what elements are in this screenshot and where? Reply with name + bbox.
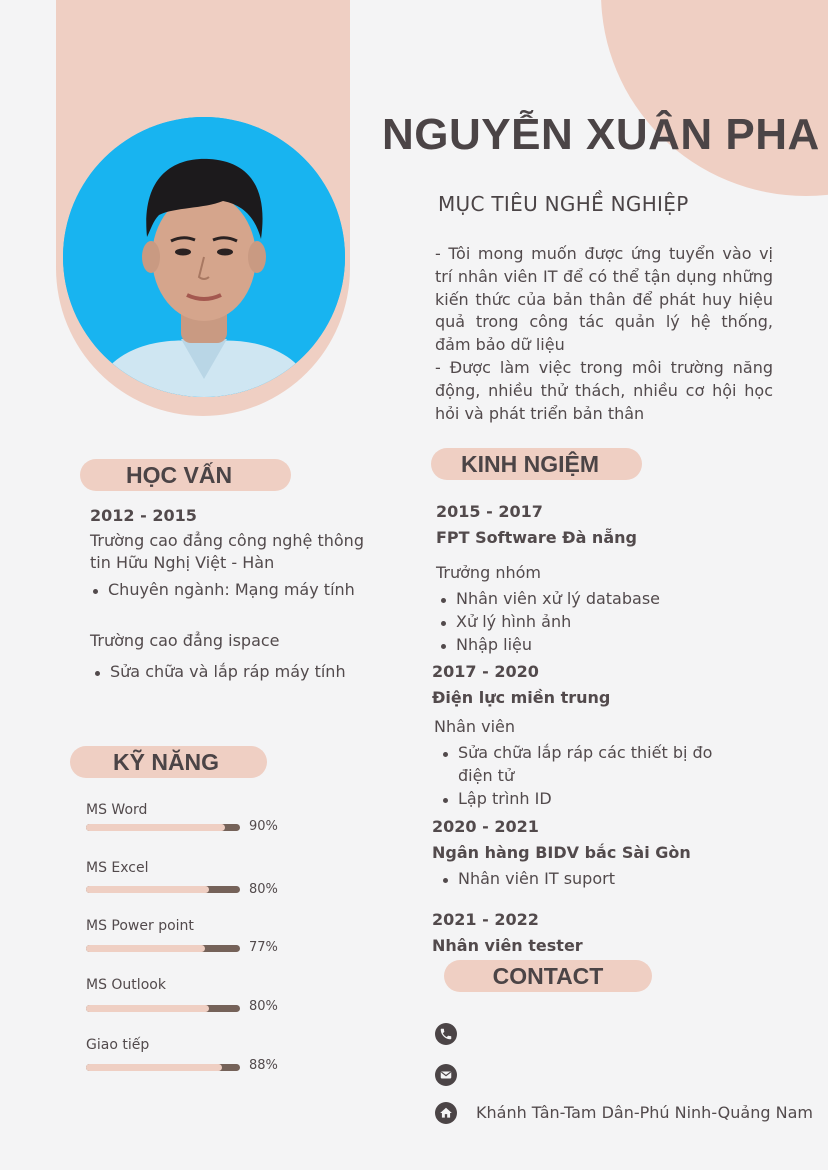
phone-icon bbox=[435, 1023, 457, 1045]
job1-bullet-2: Xử lý hình ảnh bbox=[456, 612, 572, 631]
skill-name-excel: MS Excel bbox=[86, 860, 149, 876]
job2-bullet-1-line2: điện tử bbox=[458, 766, 515, 785]
education-years: 2012 - 2015 bbox=[90, 506, 197, 525]
job1-role: Trưởng nhóm bbox=[436, 563, 541, 582]
job3-company: Ngân hàng BIDV bắc Sài Gòn bbox=[432, 843, 691, 862]
skill-percent-communication: 88% bbox=[249, 1058, 278, 1073]
skill-bar-outlook bbox=[86, 1005, 240, 1012]
skill-name-outlook: MS Outlook bbox=[86, 977, 166, 993]
education-school1-bullet: Chuyên ngành: Mạng máy tính bbox=[108, 580, 355, 599]
contact-heading: CONTACT bbox=[444, 960, 652, 992]
skills-heading: KỸ NĂNG bbox=[70, 746, 267, 778]
skill-bar-fill bbox=[86, 1064, 222, 1071]
job2-bullet-2: Lập trình ID bbox=[458, 789, 552, 808]
job2-bullet-1-line1: Sửa chữa lắp ráp các thiết bị đo bbox=[458, 743, 713, 762]
skill-percent-powerpoint: 77% bbox=[249, 940, 278, 955]
mail-icon bbox=[435, 1064, 457, 1086]
profile-photo bbox=[63, 117, 345, 397]
skill-bar-fill bbox=[86, 945, 205, 952]
job4-years: 2021 - 2022 bbox=[432, 910, 539, 929]
job1-years: 2015 - 2017 bbox=[436, 502, 543, 521]
job3-bullet: Nhân viên IT suport bbox=[458, 869, 615, 888]
skill-name-communication: Giao tiếp bbox=[86, 1037, 150, 1053]
job3-years: 2020 - 2021 bbox=[432, 817, 539, 836]
job4-company: Nhân viên tester bbox=[432, 936, 583, 955]
education-school1-line1: Trường cao đẳng công nghệ thông bbox=[90, 531, 364, 550]
education-heading: HỌC VẤN bbox=[80, 459, 291, 491]
skill-bar-fill bbox=[86, 1005, 209, 1012]
skill-bar-excel bbox=[86, 886, 240, 893]
objective-paragraph-1: - Tôi mong muốn được ứng tuyển vào vị trí nhân viên IT để có thể tận dụng những kiến thức của bản thân để phát huy hiệu quả trong công tác quản lý hệ thống, đảm bảo dữ liệu bbox=[435, 244, 773, 355]
job1-bullet-1: Nhân viên xử lý database bbox=[456, 589, 660, 608]
contact-address: Khánh Tân-Tam Dân-Phú Ninh-Quảng Nam bbox=[476, 1103, 813, 1122]
skill-name-word: MS Word bbox=[86, 802, 148, 818]
skill-bar-fill bbox=[86, 824, 225, 831]
skill-percent-word: 90% bbox=[249, 819, 278, 834]
education-school2: Trường cao đẳng ispace bbox=[90, 631, 280, 650]
skill-bar-fill bbox=[86, 886, 209, 893]
job1-bullet-3: Nhập liệu bbox=[456, 635, 533, 654]
skill-bar-powerpoint bbox=[86, 945, 240, 952]
portrait-illustration bbox=[63, 117, 345, 397]
skill-bar-word bbox=[86, 824, 240, 831]
education-school1-line2: tin Hữu Nghị Việt - Hàn bbox=[90, 553, 275, 572]
objective-heading: MỤC TIÊU NGHỀ NGHIỆP bbox=[438, 192, 689, 216]
person-name: NGUYỄN XUÂN PHA bbox=[382, 110, 820, 159]
experience-heading: KINH NGIỆM bbox=[431, 448, 642, 480]
job2-role: Nhân viên bbox=[434, 717, 516, 736]
job2-years: 2017 - 2020 bbox=[432, 662, 539, 681]
job2-company: Điện lực miền trung bbox=[432, 688, 611, 707]
objective-text bbox=[435, 243, 773, 425]
skill-percent-excel: 80% bbox=[249, 882, 278, 897]
corner-decor-circle bbox=[601, 0, 828, 196]
skill-bar-communication bbox=[86, 1064, 240, 1071]
skill-name-powerpoint: MS Power point bbox=[86, 918, 194, 934]
objective-paragraph-2: - Được làm việc trong môi trường năng động, nhiều thử thách, nhiều cơ hội học hỏi và phát triển bản thân bbox=[435, 357, 773, 423]
home-icon bbox=[435, 1102, 457, 1124]
education-school2-bullet: Sửa chữa và lắp ráp máy tính bbox=[110, 662, 346, 681]
skill-percent-outlook: 80% bbox=[249, 999, 278, 1014]
job1-company: FPT Software Đà nẵng bbox=[436, 528, 637, 547]
